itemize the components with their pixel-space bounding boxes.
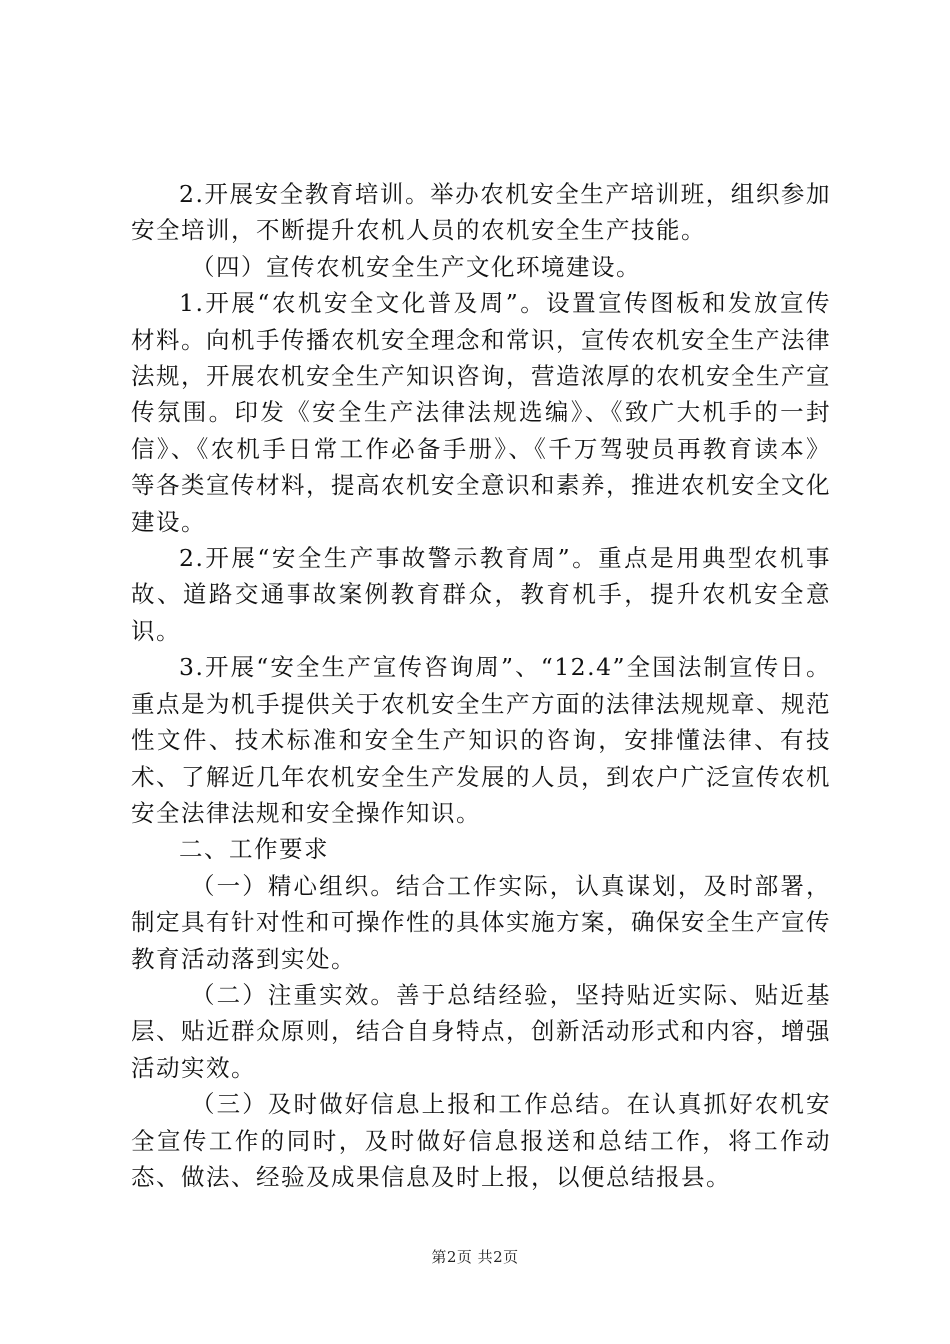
paragraph-culture-week: 1.开展“农机安全文化普及周”。设置宣传图板和发放宣传材料。向机手传播农机安全理念和常识，宣传农机安全生产法律法规，开展农机安全生产知识咨询，营造浓厚的农机安全生产宣传氛围。印发《安全生产法律法规选编》、《致广大机手的一封信》、《农机手日常工作必备手册》、《千万驾驶员再教育读本》等各类宣传材料，提高农机安全意识和素养，推进农机安全文化建设。 xyxy=(131,289,831,536)
paragraph-timely-reporting: （三）及时做好信息上报和工作总结。在认真抓好农机安全宣传工作的同时，及时做好信息报送和总结工作，将工作动态、做法、经验及成果信息及时上报，以便总结报县。 xyxy=(131,1090,831,1191)
document-body xyxy=(131,176,831,1195)
paragraph-safety-training: 2.开展安全教育培训。举办农机安全生产培训班，组织参加安全培训，不断提升农机人员的农机安全生产技能。 xyxy=(131,180,831,245)
page-number-footer: 第2页 共2页 xyxy=(431,1248,519,1266)
paragraph-consultation-week: 3.开展“安全生产宣传咨询周”、“12.4”全国法制宣传日。重点是为机手提供关于农机安全生产方面的法律法规规章、规范性文件、技术标准和安全生产知识的咨询，安排懂法律、有技术、了解近几年农机安全生产发展的人员，到农户广泛宣传农机安全法律法规和安全操作知识。 xyxy=(131,653,831,827)
paragraph-warning-week: 2.开展“安全生产事故警示教育周”。重点是用典型农机事故、道路交通事故案例教育群众，教育机手，提升农机安全意识。 xyxy=(131,544,831,645)
paragraph-careful-organization: （一）精心组织。结合工作实际，认真谋划，及时部署，制定具有针对性和可操作性的具体实施方案，确保安全生产宣传教育活动落到实处。 xyxy=(131,871,831,973)
section-heading-culture-environment: （四）宣传农机安全生产文化环境建设。 xyxy=(191,252,641,281)
section-heading-work-requirements: 二、工作要求 xyxy=(179,835,329,864)
paragraph-focus-effectiveness: （二）注重实效。善于总结经验，坚持贴近实际、贴近基层、贴近群众原则，结合自身特点，创新活动形式和内容，增强活动实效。 xyxy=(131,980,831,1082)
